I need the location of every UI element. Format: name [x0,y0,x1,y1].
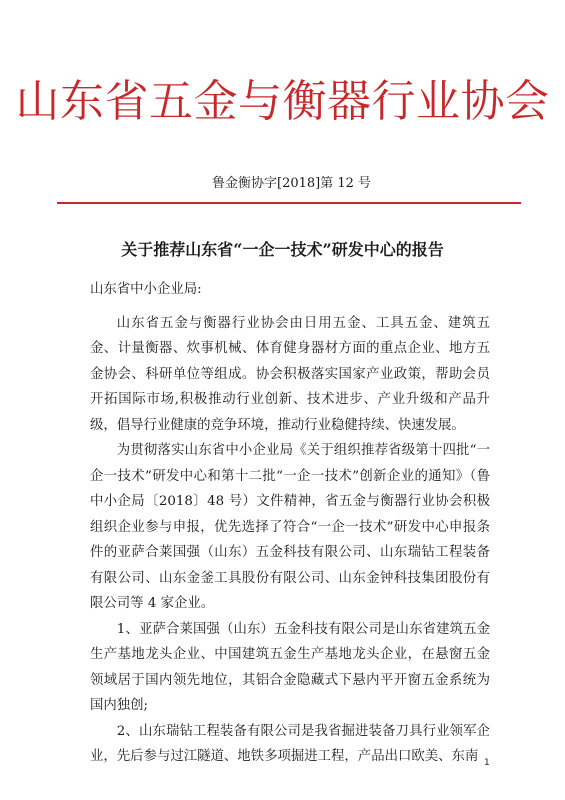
paragraph-company-1: 1、亚萨合莱国强（山东）五金科技有限公司是山东省建筑五金生产基地龙头企业、中国建筑五金生产基地龙头企业，在悬窗五金领域居于国内领先地位，其铝合金隐藏式下悬内平开窗五金系统为国内独创; [90,621,490,713]
report-body [90,277,490,770]
letterhead-red-divider [57,202,521,204]
paragraph-recommendation: 为贯彻落实山东省中小企业局《关于组织推荐省级第十四批“一企一技术”研发中心和第十二批“一企一技术”创新企业的通知》（鲁中小企局〔2018〕48 号）文件精神，省五金与衡器行业协会积极组织企业参与申报，优先选择了符合“一企一技术”研发中心申报条件的亚萨合莱国强（山东）五金科技有限公司、山东瑞钻工程装备有限公司、山东金釜工具股份有限公司、山东金钟科技集团股份有限公司等 4 家企业。 [90,443,490,611]
report-title: 关于推荐山东省“一企一技术”研发中心的报告 [121,240,444,259]
salutation: 山东省中小企业局: [90,282,202,297]
org-letterhead-title: 山东省五金与衡器行业协会 [15,76,550,127]
paragraph-company-2: 2、山东瑞钻工程装备有限公司是我省掘进装备刀具行业领军企业，先后参与过江隧道、地铁多项掘进工程，产品出口欧美、东南 [90,723,490,764]
document-number: 鲁金衡协字[2018]第 12 号 [212,176,372,191]
paragraph-association-intro: 山东省五金与衡器行业协会由日用五金、工具五金、建筑五金、计量衡器、炊事机械、体育健身器材方面的重点企业、地方五金协会、科研单位等组成。协会积极落实国家产业政策，帮助会员开拓国际市场,积极推动行业创新、技术进步、产业升级和产品升级，倡导行业健康的竞争环境，推动行业稳健持续、快速发展。 [90,315,490,433]
page-number: 1 [484,758,490,768]
